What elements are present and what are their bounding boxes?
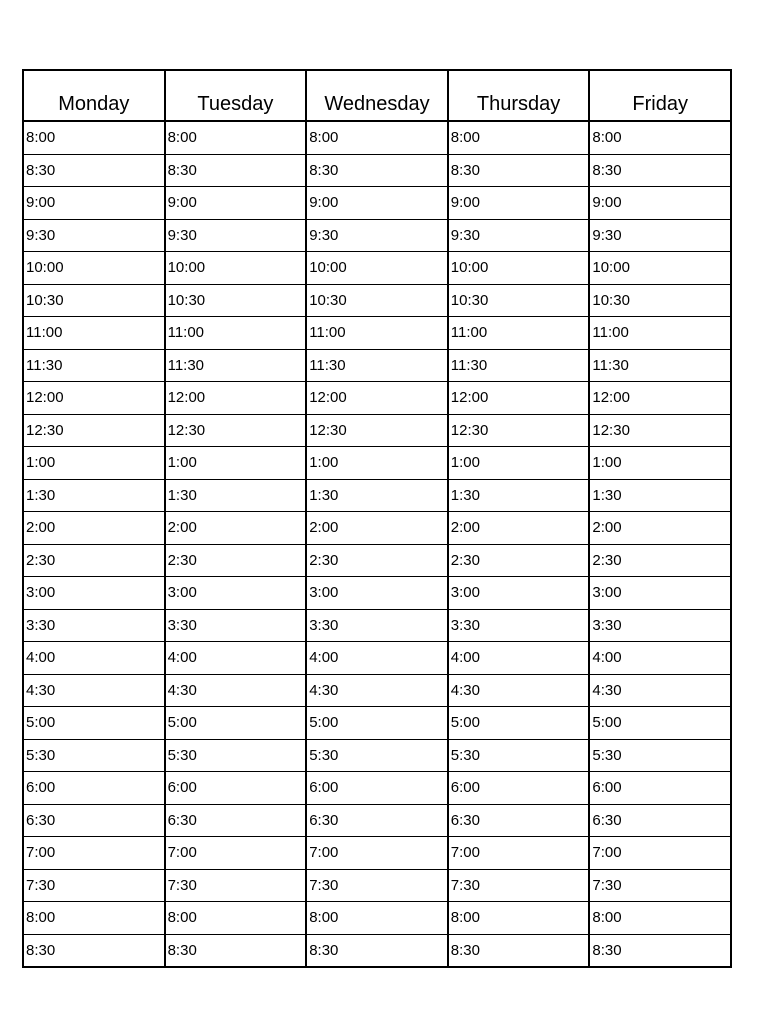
table-row	[23, 577, 731, 610]
time-slot-cell[interactable]: 11:00	[448, 317, 590, 350]
time-slot-cell[interactable]: 10:30	[165, 284, 307, 317]
time-slot-cell[interactable]: 8:00	[589, 902, 731, 935]
day-header-wednesday: Wednesday	[306, 70, 448, 121]
time-slot-cell[interactable]: 9:00	[165, 187, 307, 220]
time-slot-cell[interactable]: 12:00	[165, 382, 307, 415]
time-slot-cell[interactable]: 2:30	[306, 544, 448, 577]
time-slot-cell[interactable]: 5:00	[306, 707, 448, 740]
time-slot-cell[interactable]: 12:30	[23, 414, 165, 447]
time-slot-cell[interactable]: 4:00	[23, 642, 165, 675]
time-slot-cell[interactable]: 9:30	[589, 219, 731, 252]
time-slot-cell[interactable]: 12:30	[448, 414, 590, 447]
time-slot-cell[interactable]: 4:00	[448, 642, 590, 675]
time-slot-cell[interactable]: 8:30	[306, 154, 448, 187]
time-slot-cell[interactable]: 7:30	[165, 869, 307, 902]
time-slot-cell[interactable]: 5:30	[306, 739, 448, 772]
time-slot-cell[interactable]: 12:00	[589, 382, 731, 415]
table-row	[23, 382, 731, 415]
time-slot-cell[interactable]: 7:30	[589, 869, 731, 902]
time-slot-cell[interactable]: 4:00	[165, 642, 307, 675]
time-slot-cell[interactable]: 6:00	[23, 772, 165, 805]
time-slot-cell[interactable]: 7:00	[448, 837, 590, 870]
time-slot-cell[interactable]: 7:00	[306, 837, 448, 870]
time-slot-cell[interactable]: 5:00	[589, 707, 731, 740]
table-row	[23, 902, 731, 935]
table-row	[23, 349, 731, 382]
time-slot-cell[interactable]: 11:00	[306, 317, 448, 350]
time-slot-cell[interactable]: 2:00	[448, 512, 590, 545]
time-slot-cell[interactable]: 7:00	[23, 837, 165, 870]
time-slot-cell[interactable]: 8:00	[23, 121, 165, 154]
day-header-thursday: Thursday	[448, 70, 590, 121]
time-slot-cell[interactable]: 5:00	[165, 707, 307, 740]
time-slot-cell[interactable]: 5:00	[448, 707, 590, 740]
time-slot-cell[interactable]: 3:30	[306, 609, 448, 642]
time-slot-cell[interactable]: 8:30	[165, 934, 307, 967]
time-slot-cell[interactable]: 11:00	[589, 317, 731, 350]
day-header-friday: Friday	[589, 70, 731, 121]
time-slot-cell[interactable]: 6:30	[589, 804, 731, 837]
time-slot-cell[interactable]: 12:00	[23, 382, 165, 415]
time-slot-cell[interactable]: 8:00	[165, 902, 307, 935]
time-slot-cell[interactable]: 8:00	[448, 902, 590, 935]
time-slot-cell[interactable]: 8:30	[589, 154, 731, 187]
time-slot-cell[interactable]: 1:00	[306, 447, 448, 480]
time-slot-cell[interactable]: 11:30	[165, 349, 307, 382]
time-slot-cell[interactable]: 6:30	[306, 804, 448, 837]
time-slot-cell[interactable]: 7:00	[589, 837, 731, 870]
table-row	[23, 609, 731, 642]
time-slot-cell[interactable]: 12:00	[306, 382, 448, 415]
time-slot-cell[interactable]: 10:00	[23, 252, 165, 285]
time-slot-cell[interactable]: 8:30	[306, 934, 448, 967]
time-slot-cell[interactable]: 10:00	[306, 252, 448, 285]
time-slot-cell[interactable]: 4:30	[448, 674, 590, 707]
time-slot-cell[interactable]: 4:30	[165, 674, 307, 707]
time-slot-cell[interactable]: 2:00	[306, 512, 448, 545]
table-row	[23, 772, 731, 805]
time-slot-cell[interactable]: 8:00	[306, 121, 448, 154]
time-slot-cell[interactable]: 8:30	[165, 154, 307, 187]
time-slot-cell[interactable]: 1:30	[306, 479, 448, 512]
time-slot-cell[interactable]: 4:30	[23, 674, 165, 707]
time-slot-cell[interactable]: 8:00	[448, 121, 590, 154]
time-slot-cell[interactable]: 6:00	[448, 772, 590, 805]
time-slot-cell[interactable]: 11:00	[165, 317, 307, 350]
time-slot-cell[interactable]: 8:30	[448, 154, 590, 187]
time-slot-cell[interactable]: 8:30	[448, 934, 590, 967]
time-slot-cell[interactable]: 8:30	[23, 934, 165, 967]
table-row	[23, 252, 731, 285]
time-slot-cell[interactable]: 10:30	[589, 284, 731, 317]
table-row	[23, 414, 731, 447]
schedule-header	[23, 70, 731, 121]
time-slot-cell[interactable]: 1:00	[448, 447, 590, 480]
time-slot-cell[interactable]: 2:00	[589, 512, 731, 545]
table-row	[23, 934, 731, 967]
time-slot-cell[interactable]: 6:00	[589, 772, 731, 805]
table-row	[23, 479, 731, 512]
table-row	[23, 284, 731, 317]
header-row	[23, 70, 731, 121]
time-slot-cell[interactable]: 11:30	[589, 349, 731, 382]
table-row	[23, 447, 731, 480]
time-slot-cell[interactable]: 4:30	[589, 674, 731, 707]
table-row	[23, 837, 731, 870]
time-slot-cell[interactable]: 8:00	[589, 121, 731, 154]
time-slot-cell[interactable]: 2:30	[23, 544, 165, 577]
time-slot-cell[interactable]: 9:00	[306, 187, 448, 220]
time-slot-cell[interactable]: 3:00	[165, 577, 307, 610]
time-slot-cell[interactable]: 2:00	[165, 512, 307, 545]
time-slot-cell[interactable]: 3:00	[589, 577, 731, 610]
time-slot-cell[interactable]: 2:30	[589, 544, 731, 577]
time-slot-cell[interactable]: 1:30	[23, 479, 165, 512]
time-slot-cell[interactable]: 11:00	[23, 317, 165, 350]
table-row	[23, 154, 731, 187]
time-slot-cell[interactable]: 5:00	[23, 707, 165, 740]
weekly-schedule-table	[22, 69, 732, 968]
time-slot-cell[interactable]: 12:30	[306, 414, 448, 447]
time-slot-cell[interactable]: 1:00	[165, 447, 307, 480]
table-row	[23, 219, 731, 252]
time-slot-cell[interactable]: 2:30	[448, 544, 590, 577]
table-row	[23, 804, 731, 837]
time-slot-cell[interactable]: 3:30	[23, 609, 165, 642]
time-slot-cell[interactable]: 2:30	[165, 544, 307, 577]
time-slot-cell[interactable]: 7:30	[306, 869, 448, 902]
time-slot-cell[interactable]: 10:30	[448, 284, 590, 317]
time-slot-cell[interactable]: 7:00	[165, 837, 307, 870]
time-slot-cell[interactable]: 2:00	[23, 512, 165, 545]
time-slot-cell[interactable]: 9:30	[306, 219, 448, 252]
time-slot-cell[interactable]: 3:00	[448, 577, 590, 610]
time-slot-cell[interactable]: 8:00	[306, 902, 448, 935]
table-row	[23, 869, 731, 902]
time-slot-cell[interactable]: 11:30	[23, 349, 165, 382]
time-slot-cell[interactable]: 5:30	[23, 739, 165, 772]
table-row	[23, 187, 731, 220]
time-slot-cell[interactable]: 5:30	[589, 739, 731, 772]
day-header-monday: Monday	[23, 70, 165, 121]
time-slot-cell[interactable]: 6:30	[448, 804, 590, 837]
day-header-tuesday: Tuesday	[165, 70, 307, 121]
time-slot-cell[interactable]: 10:00	[165, 252, 307, 285]
time-slot-cell[interactable]: 9:30	[165, 219, 307, 252]
table-row	[23, 739, 731, 772]
time-slot-cell[interactable]: 9:30	[23, 219, 165, 252]
time-slot-cell[interactable]: 6:30	[23, 804, 165, 837]
time-slot-cell[interactable]: 3:00	[306, 577, 448, 610]
time-slot-cell[interactable]: 3:30	[589, 609, 731, 642]
table-row	[23, 121, 731, 154]
time-slot-cell[interactable]: 3:30	[165, 609, 307, 642]
time-slot-cell[interactable]: 10:00	[589, 252, 731, 285]
time-slot-cell[interactable]: 12:30	[165, 414, 307, 447]
time-slot-cell[interactable]: 4:00	[589, 642, 731, 675]
time-slot-cell[interactable]: 1:00	[23, 447, 165, 480]
time-slot-cell[interactable]: 8:30	[589, 934, 731, 967]
time-slot-cell[interactable]: 9:00	[448, 187, 590, 220]
time-slot-cell[interactable]: 9:30	[448, 219, 590, 252]
time-slot-cell[interactable]: 4:00	[306, 642, 448, 675]
time-slot-cell[interactable]: 12:30	[589, 414, 731, 447]
time-slot-cell[interactable]: 6:30	[165, 804, 307, 837]
time-slot-cell[interactable]: 10:30	[23, 284, 165, 317]
table-row	[23, 317, 731, 350]
time-slot-cell[interactable]: 3:30	[448, 609, 590, 642]
time-slot-cell[interactable]: 4:30	[306, 674, 448, 707]
time-slot-cell[interactable]: 9:00	[23, 187, 165, 220]
time-slot-cell[interactable]: 12:00	[448, 382, 590, 415]
table-row	[23, 544, 731, 577]
time-slot-cell[interactable]: 1:30	[165, 479, 307, 512]
time-slot-cell[interactable]: 1:00	[589, 447, 731, 480]
time-slot-cell[interactable]: 7:30	[448, 869, 590, 902]
time-slot-cell[interactable]: 1:30	[448, 479, 590, 512]
schedule-body	[23, 121, 731, 967]
table-row	[23, 707, 731, 740]
time-slot-cell[interactable]: 8:30	[23, 154, 165, 187]
table-row	[23, 674, 731, 707]
time-slot-cell[interactable]: 11:30	[448, 349, 590, 382]
time-slot-cell[interactable]: 5:30	[165, 739, 307, 772]
table-row	[23, 642, 731, 675]
time-slot-cell[interactable]: 3:00	[23, 577, 165, 610]
table-row	[23, 512, 731, 545]
time-slot-cell[interactable]: 9:00	[589, 187, 731, 220]
time-slot-cell[interactable]: 6:00	[306, 772, 448, 805]
time-slot-cell[interactable]: 8:00	[23, 902, 165, 935]
time-slot-cell[interactable]: 8:00	[165, 121, 307, 154]
time-slot-cell[interactable]: 10:30	[306, 284, 448, 317]
time-slot-cell[interactable]: 1:30	[589, 479, 731, 512]
time-slot-cell[interactable]: 7:30	[23, 869, 165, 902]
time-slot-cell[interactable]: 6:00	[165, 772, 307, 805]
time-slot-cell[interactable]: 5:30	[448, 739, 590, 772]
time-slot-cell[interactable]: 11:30	[306, 349, 448, 382]
time-slot-cell[interactable]: 10:00	[448, 252, 590, 285]
